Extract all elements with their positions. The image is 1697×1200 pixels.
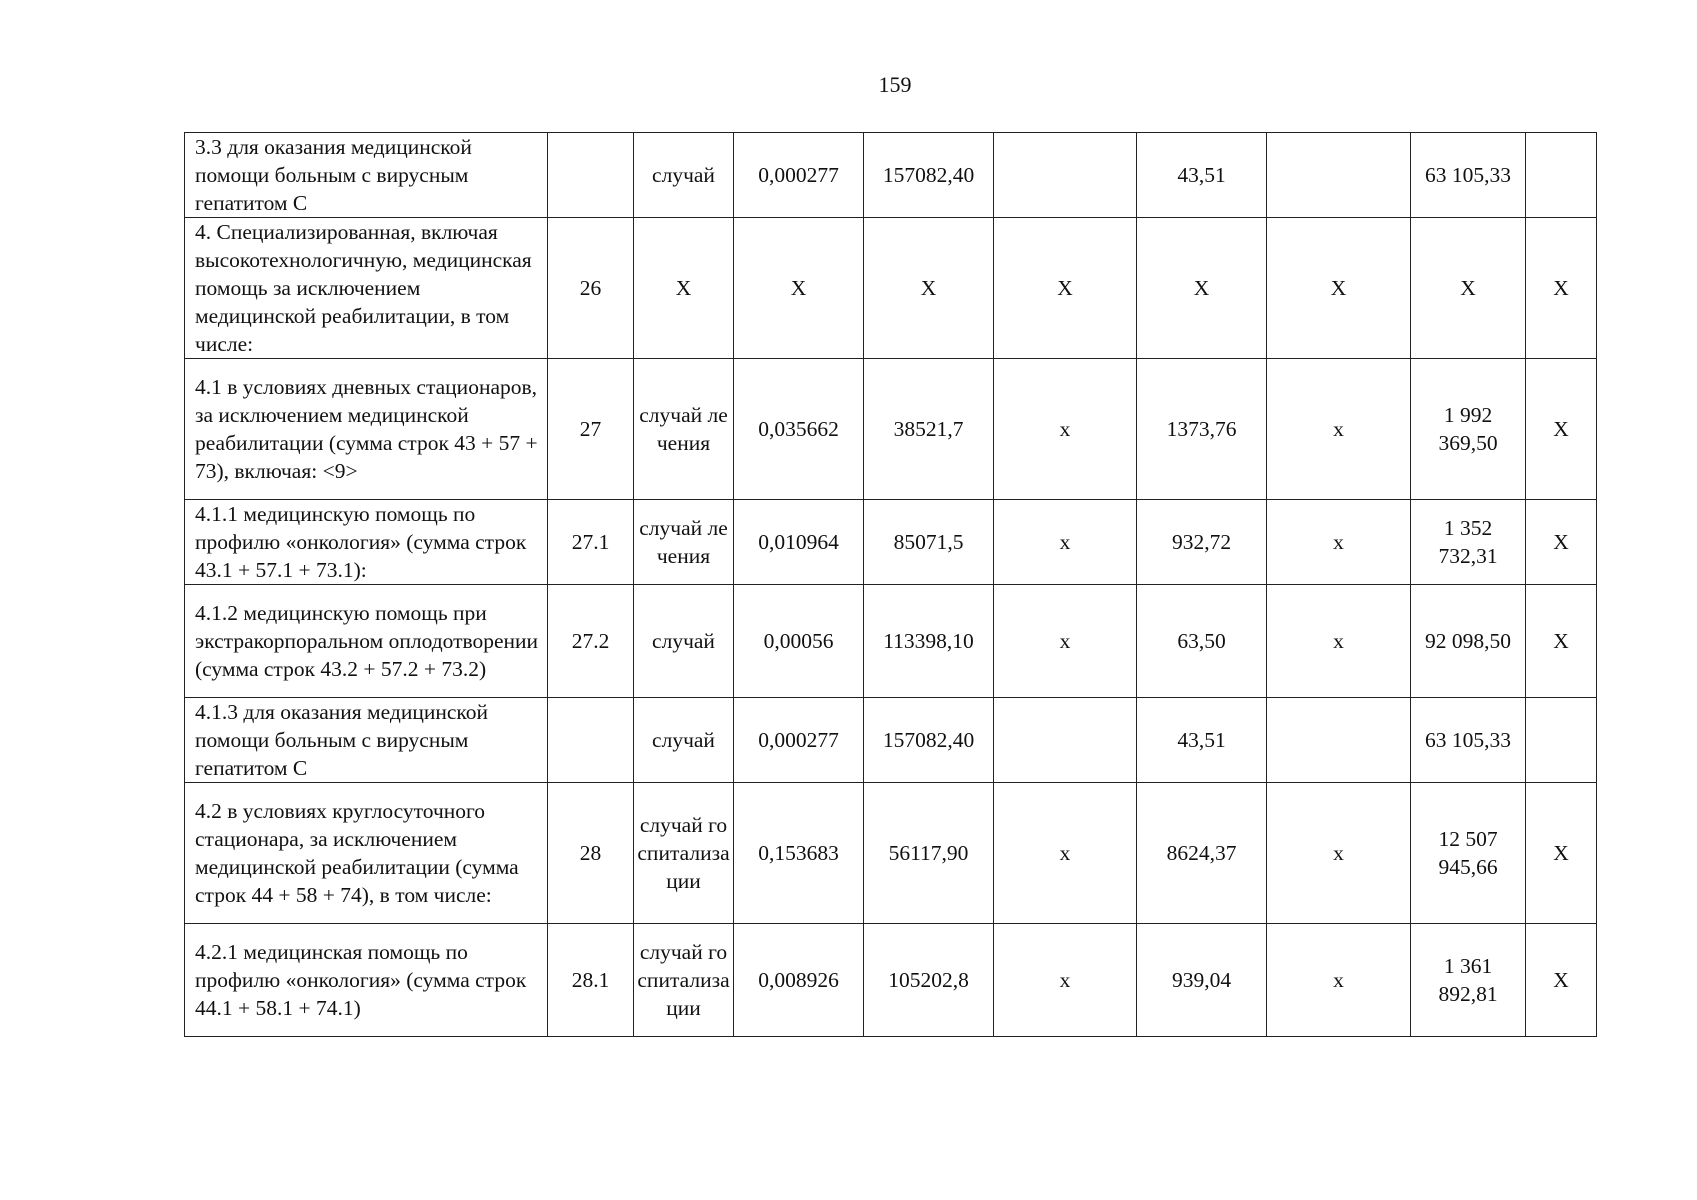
row-col6-cell: х	[994, 924, 1137, 1037]
row-line-cell	[548, 133, 634, 218]
row-line-cell: 27	[548, 359, 634, 500]
row-col8-cell: Х	[1267, 218, 1411, 359]
row-col9-cell: 1 361 892,81	[1411, 924, 1526, 1037]
row-volume-cell: 0,000277	[734, 698, 864, 783]
row-unit-cell: случай	[634, 698, 734, 783]
row-name-cell: 4.1.2 медицинскую помощь при экстракорпоральном оплодотворении (сумма строк 43.2 + 57.2 + 73.2)	[185, 585, 548, 698]
row-col10-cell: Х	[1526, 924, 1597, 1037]
row-col7-cell: 63,50	[1137, 585, 1267, 698]
row-cost-cell: 38521,7	[864, 359, 994, 500]
row-col6-cell: х	[994, 585, 1137, 698]
row-name-cell: 4.2.1 медицинская помощь по профилю «онкология» (сумма строк 44.1 + 58.1 + 74.1)	[185, 924, 548, 1037]
row-col7-cell: Х	[1137, 218, 1267, 359]
row-name-cell: 4. Специализированная, включая высокотехнологичную, медицинская помощь за исключением медицинской реабилитации, в том числе:	[185, 218, 548, 359]
row-col9-cell: 63 105,33	[1411, 133, 1526, 218]
row-line-cell: 28	[548, 783, 634, 924]
row-volume-cell: 0,000277	[734, 133, 864, 218]
row-col8-cell: х	[1267, 585, 1411, 698]
table-row	[185, 500, 1597, 585]
row-line-cell: 28.1	[548, 924, 634, 1037]
row-col8-cell: х	[1267, 924, 1411, 1037]
row-col8-cell	[1267, 133, 1411, 218]
row-col8-cell	[1267, 698, 1411, 783]
row-col8-cell: х	[1267, 359, 1411, 500]
row-col6-cell	[994, 698, 1137, 783]
row-col6-cell: х	[994, 783, 1137, 924]
row-unit-cell: случай госпитализации	[634, 924, 734, 1037]
row-col10-cell	[1526, 698, 1597, 783]
row-col7-cell: 8624,37	[1137, 783, 1267, 924]
table-row	[185, 783, 1597, 924]
row-col10-cell: Х	[1526, 359, 1597, 500]
row-name-cell: 4.1.3 для оказания медицинской помощи больным с вирусным гепатитом С	[185, 698, 548, 783]
row-col9-cell: 1 352 732,31	[1411, 500, 1526, 585]
row-col10-cell: Х	[1526, 218, 1597, 359]
row-col6-cell: х	[994, 359, 1137, 500]
row-unit-cell: Х	[634, 218, 734, 359]
row-name-cell: 4.1.1 медицинскую помощь по профилю «онкология» (сумма строк 43.1 + 57.1 + 73.1):	[185, 500, 548, 585]
data-table	[184, 132, 1597, 1037]
row-cost-cell: 56117,90	[864, 783, 994, 924]
row-unit-cell: случай лечения	[634, 359, 734, 500]
row-volume-cell: 0,153683	[734, 783, 864, 924]
row-cost-cell: 157082,40	[864, 133, 994, 218]
row-col7-cell: 43,51	[1137, 698, 1267, 783]
row-col9-cell: 92 098,50	[1411, 585, 1526, 698]
row-cost-cell: 105202,8	[864, 924, 994, 1037]
table-row	[185, 585, 1597, 698]
row-col7-cell: 939,04	[1137, 924, 1267, 1037]
row-volume-cell: 0,010964	[734, 500, 864, 585]
row-col7-cell: 1373,76	[1137, 359, 1267, 500]
row-volume-cell: 0,008926	[734, 924, 864, 1037]
table-row	[185, 133, 1597, 218]
row-line-cell: 27.1	[548, 500, 634, 585]
row-line-cell	[548, 698, 634, 783]
row-col9-cell: 1 992 369,50	[1411, 359, 1526, 500]
row-line-cell: 26	[548, 218, 634, 359]
row-col10-cell: Х	[1526, 500, 1597, 585]
row-unit-cell: случай	[634, 585, 734, 698]
row-col9-cell: 12 507 945,66	[1411, 783, 1526, 924]
row-col10-cell: Х	[1526, 585, 1597, 698]
row-line-cell: 27.2	[548, 585, 634, 698]
row-col8-cell: х	[1267, 500, 1411, 585]
row-col7-cell: 932,72	[1137, 500, 1267, 585]
row-col6-cell: х	[994, 500, 1137, 585]
row-col7-cell: 43,51	[1137, 133, 1267, 218]
row-col6-cell: Х	[994, 218, 1137, 359]
row-col9-cell: Х	[1411, 218, 1526, 359]
row-name-cell: 3.3 для оказания медицинской помощи больным с вирусным гепатитом С	[185, 133, 548, 218]
row-volume-cell: Х	[734, 218, 864, 359]
row-volume-cell: 0,00056	[734, 585, 864, 698]
row-unit-cell: случай госпитализации	[634, 783, 734, 924]
row-col8-cell: х	[1267, 783, 1411, 924]
row-unit-cell: случай лечения	[634, 500, 734, 585]
table-row	[185, 698, 1597, 783]
row-name-cell: 4.1 в условиях дневных стационаров, за исключением медицинской реабилитации (сумма строк 43 + 57 + 73), включая: <9>	[185, 359, 548, 500]
row-unit-cell: случай	[634, 133, 734, 218]
row-name-cell: 4.2 в условиях круглосуточного стационара, за исключением медицинской реабилитации (сумма строк 44 + 58 + 74), в том числе:	[185, 783, 548, 924]
row-col10-cell	[1526, 133, 1597, 218]
row-cost-cell: 113398,10	[864, 585, 994, 698]
row-col9-cell: 63 105,33	[1411, 698, 1526, 783]
row-cost-cell: 85071,5	[864, 500, 994, 585]
table-row	[185, 359, 1597, 500]
row-cost-cell: 157082,40	[864, 698, 994, 783]
page-number: 159	[878, 72, 912, 97]
table-row	[185, 924, 1597, 1037]
row-col6-cell	[994, 133, 1137, 218]
row-cost-cell: Х	[864, 218, 994, 359]
row-col10-cell: Х	[1526, 783, 1597, 924]
row-volume-cell: 0,035662	[734, 359, 864, 500]
table-row	[185, 218, 1597, 359]
